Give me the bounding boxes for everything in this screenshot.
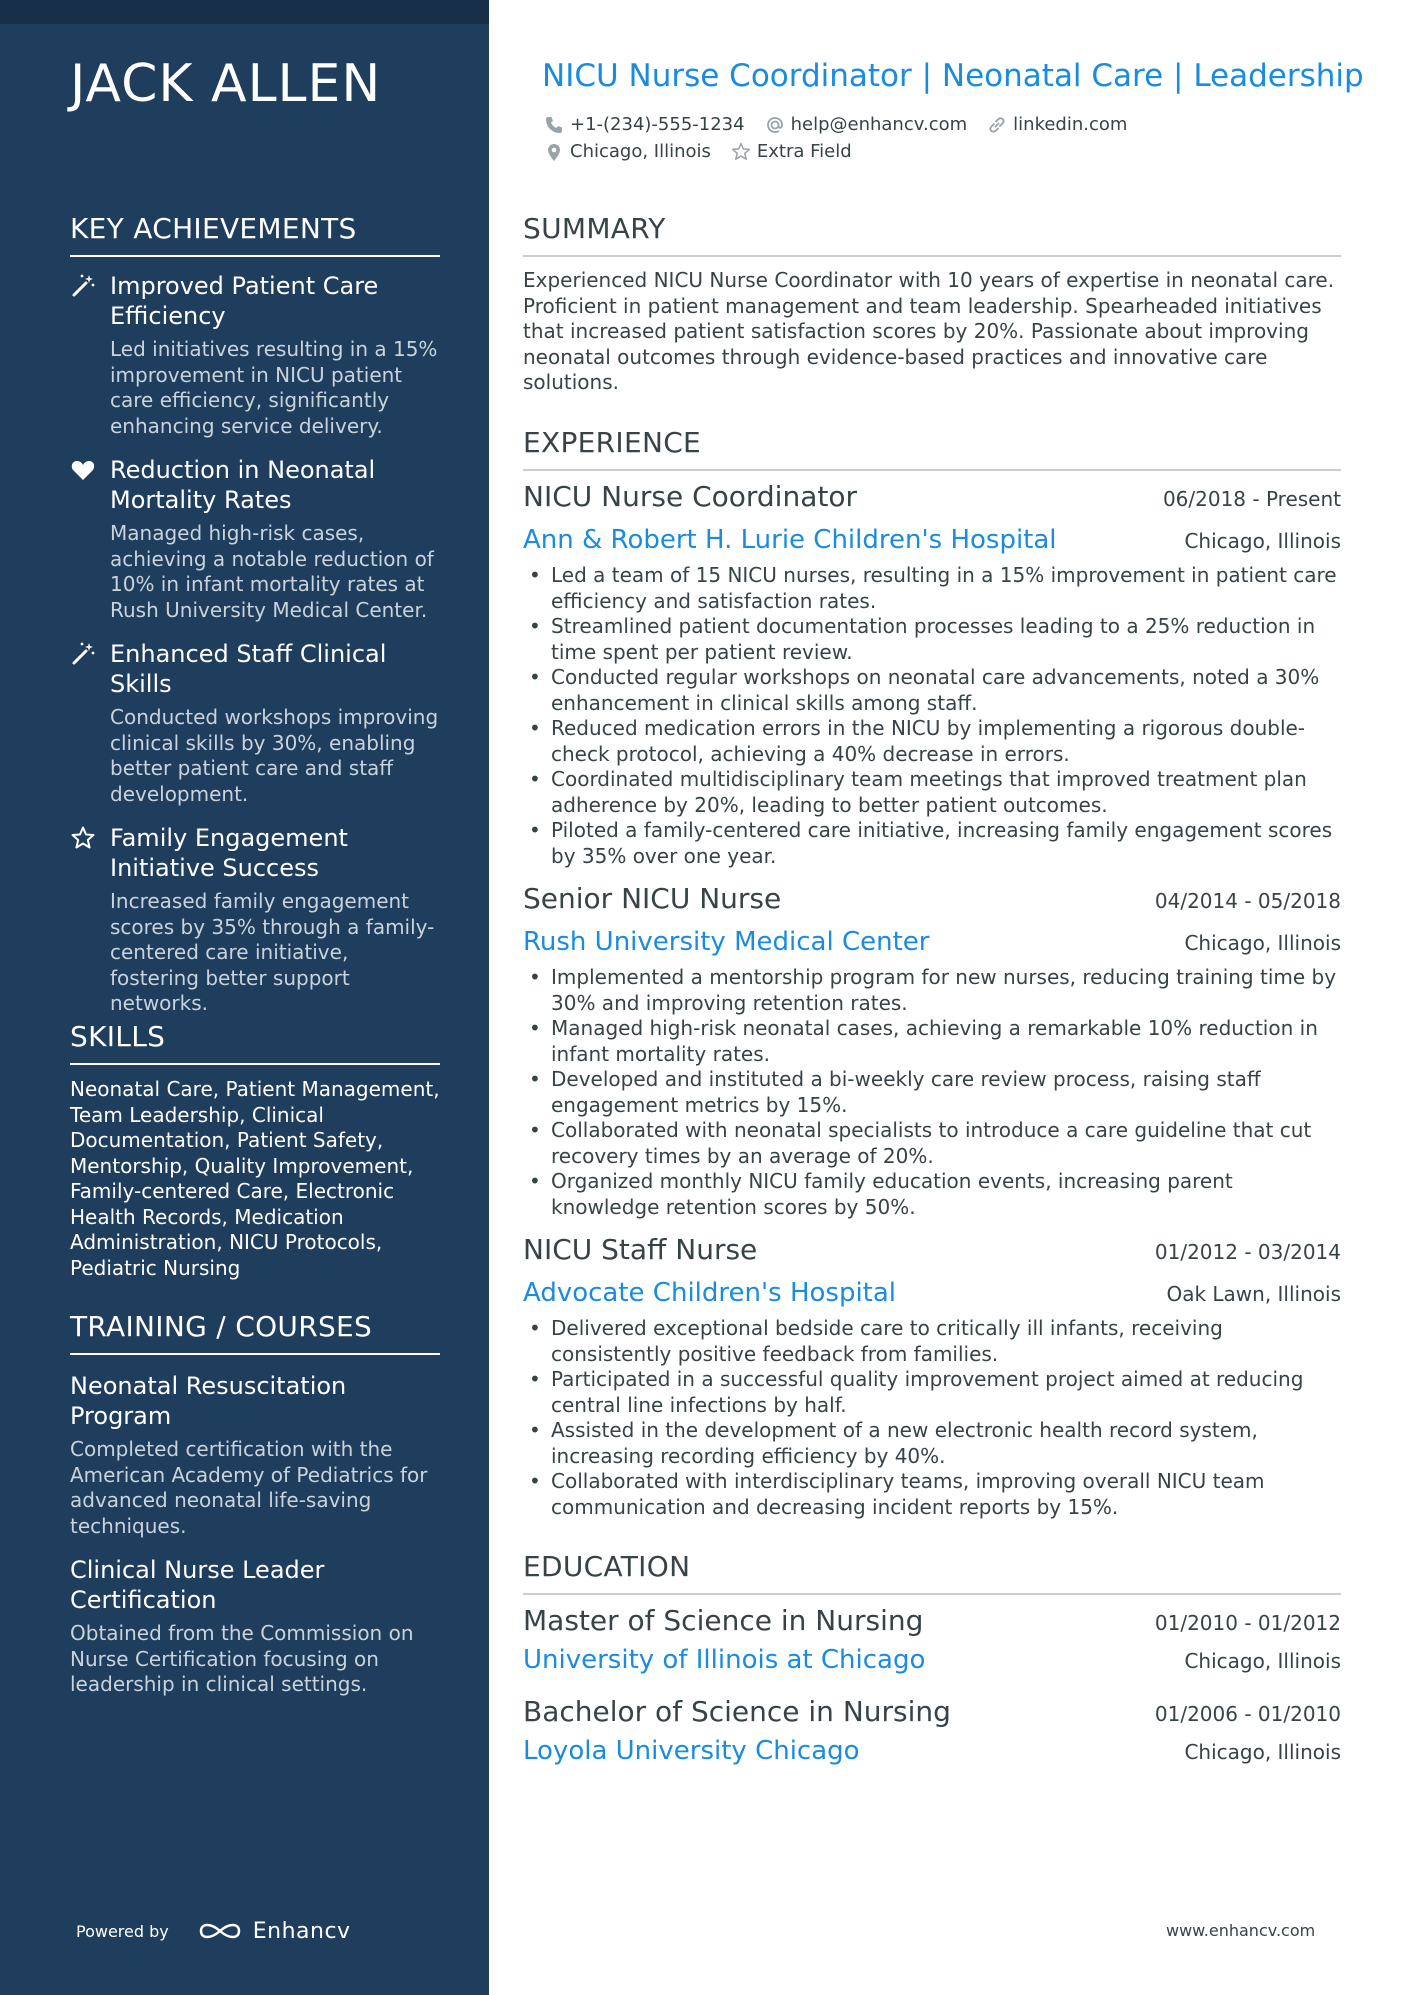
list-item: • Led a team of 15 NICU nurses, resulting in a 15% improvement in patient care efficiency and satisfaction rates.: [523, 563, 1341, 614]
job-company: Ann & Robert H. Lurie Children's Hospital: [523, 525, 1057, 555]
heart-icon: [70, 455, 110, 623]
job-entry: [523, 1233, 1341, 1520]
list-item: • Implemented a mentorship program for new nurses, reducing training time by 30% and improving retention rates.: [523, 965, 1341, 1016]
degree: Bachelor of Science in Nursing: [523, 1695, 951, 1728]
linkedin-text: linkedin.com: [1013, 114, 1128, 135]
education-entry: [523, 1604, 1341, 1675]
at-icon: [765, 115, 785, 135]
job-location: Oak Lawn, Illinois: [1166, 1282, 1341, 1306]
list-item: • Conducted regular workshops on neonatal care advancements, noted a 30% enhancement in clinical skills among staff.: [523, 665, 1341, 716]
achievement-title: Family Engagement Initiative Success: [110, 824, 348, 882]
list-item: • Organized monthly NICU family education events, increasing parent knowledge retention scores by 50%.: [523, 1169, 1341, 1220]
education-date: 01/2006 - 01/2010: [1154, 1702, 1341, 1726]
link-icon: [987, 115, 1007, 135]
list-item: • Delivered exceptional bedside care to critically ill infants, receiving consistently positive feedback from families.: [523, 1316, 1341, 1367]
education-location: Chicago, Illinois: [1184, 1740, 1341, 1764]
list-item: • Developed and instituted a bi-weekly care review process, raising staff engagement metrics by 15%.: [523, 1067, 1341, 1118]
training-title: TRAINING / COURSES: [70, 1310, 440, 1355]
achievement-desc: Managed high-risk cases, achieving a notable reduction of 10% in infant mortality rates at Rush University Medical Center.: [110, 521, 434, 622]
summary-text: Experienced NICU Nurse Coordinator with 10 years of expertise in neonatal care. Proficient in patient management and team leadership. Spearheaded initiatives that increased patient satisfaction scores by 20%. Passionate about improving neonatal outcomes through evidence-based practices and innovative care solutions.: [523, 268, 1335, 394]
achievement-item: [70, 271, 440, 439]
enhancv-brand: Enhancv: [252, 1918, 351, 1944]
education-location: Chicago, Illinois: [1184, 1649, 1341, 1673]
enhancv-logo-icon: [197, 1918, 243, 1944]
job-company: Rush University Medical Center: [523, 927, 930, 957]
job-bullets: [523, 563, 1341, 869]
list-item: • Collaborated with neonatal specialists to introduce a care guideline that cut recovery times by an average of 20%.: [523, 1118, 1341, 1169]
job-title: Senior NICU Nurse: [523, 882, 782, 915]
skills-section: [70, 1020, 440, 1281]
list-item: • Reduced medication errors in the NICU by implementing a rigorous double-check protocol, achieving a 40% decrease in errors.: [523, 716, 1341, 767]
achievement-item: [70, 823, 440, 1017]
star-outline-icon: [731, 142, 751, 162]
course-desc: Obtained from the Commission on Nurse Certification focusing on leadership in clinical settings.: [70, 1621, 414, 1696]
sidebar-top-bar: [0, 0, 489, 24]
list-item: • Coordinated multidisciplinary team meetings that improved treatment plan adherence by 20%, leading to better patient outcomes.: [523, 767, 1341, 818]
job-location: Chicago, Illinois: [1184, 931, 1341, 955]
training-section: [70, 1310, 440, 1698]
job-date: 06/2018 - Present: [1162, 487, 1341, 511]
achievement-desc: Increased family engagement scores by 35% through a family-centered care initiative, fostering better support networks.: [110, 889, 435, 1015]
enhancv-logo[interactable]: [197, 1918, 351, 1944]
magic-wand-icon: [70, 639, 110, 807]
sidebar: [0, 0, 489, 1995]
skills-title: SKILLS: [70, 1020, 440, 1065]
achievement-item: [70, 455, 440, 623]
achievement-title: Reduction in Neonatal Mortality Rates: [110, 456, 376, 514]
job-bullets: [523, 1316, 1341, 1520]
star-icon: [70, 823, 110, 1017]
list-item: • Streamlined patient documentation processes leading to a 25% reduction in time spent per patient review.: [523, 614, 1341, 665]
education-title: EDUCATION: [523, 1550, 1341, 1595]
candidate-name: JACK ALLEN: [70, 54, 382, 114]
job-title: NICU Staff Nurse: [523, 1233, 758, 1266]
achievement-title: Enhanced Staff Clinical Skills: [110, 640, 387, 698]
list-item: • Piloted a family-centered care initiative, increasing family engagement scores by 35% over one year.: [523, 818, 1341, 869]
job-title: NICU Nurse Coordinator: [523, 480, 857, 513]
list-item: • Managed high-risk neonatal cases, achieving a remarkable 10% reduction in infant mortality rates.: [523, 1016, 1341, 1067]
email-text: help@enhancv.com: [790, 114, 968, 135]
magic-wand-icon: [70, 271, 110, 439]
job-location: Chicago, Illinois: [1184, 529, 1341, 553]
job-entry: [523, 480, 1341, 869]
key-achievements-section: [70, 212, 440, 1017]
summary-title: SUMMARY: [523, 212, 1341, 257]
list-item: • Assisted in the development of a new electronic health record system, increasing recording efficiency by 40%.: [523, 1418, 1341, 1469]
list-item: • Collaborated with interdisciplinary teams, improving overall NICU team communication and decreasing incident reports by 15%.: [523, 1469, 1341, 1520]
list-item: • Participated in a successful quality improvement project aimed at reducing central line infections by half.: [523, 1367, 1341, 1418]
course-title: Neonatal Resuscitation Program: [70, 1372, 347, 1430]
course-item: [70, 1371, 440, 1539]
experience-title: EXPERIENCE: [523, 426, 1341, 471]
job-entry: [523, 882, 1341, 1220]
contact-email[interactable]: [765, 114, 968, 135]
contact-row-2: [544, 141, 872, 162]
headline: NICU Nurse Coordinator | Neonatal Care | Leadership: [542, 58, 1364, 94]
achievement-item: [70, 639, 440, 807]
contact-row-1: [544, 114, 1147, 135]
skills-list: Neonatal Care, Patient Management, Team Leadership, Clinical Documentation, Patient Safety, Mentorship, Quality Improvement, Family-centered Care, Electronic Health Records, Medication Administration, NICU Protocols, Pediatric Nursing: [70, 1077, 440, 1280]
education-date: 01/2010 - 01/2012: [1154, 1611, 1341, 1635]
location-text: Chicago, Illinois: [570, 141, 711, 162]
key-achievements-title: KEY ACHIEVEMENTS: [70, 212, 440, 257]
achievement-desc: Led initiatives resulting in a 15% improvement in NICU patient care efficiency, significantly enhancing service delivery.: [110, 337, 438, 438]
course-title: Clinical Nurse Leader Certification: [70, 1556, 325, 1614]
course-item: [70, 1555, 440, 1698]
job-company: Advocate Children's Hospital: [523, 1278, 897, 1308]
contact-phone[interactable]: [544, 114, 745, 135]
achievement-desc: Conducted workshops improving clinical skills by 30%, enabling better patient care and staff development.: [110, 705, 439, 806]
phone-text: +1-(234)-555-1234: [570, 114, 745, 135]
contact-extra: [731, 141, 852, 162]
powered-by-label: Powered by: [76, 1921, 169, 1941]
course-desc: Completed certification with the American Academy of Pediatrics for advanced neonatal life-saving techniques.: [70, 1437, 428, 1538]
job-date: 04/2014 - 05/2018: [1154, 889, 1341, 913]
school: University of Illinois at Chicago: [523, 1645, 926, 1675]
powered-by: [76, 1918, 351, 1944]
location-pin-icon: [544, 142, 564, 162]
education-entry: [523, 1695, 1341, 1766]
job-date: 01/2012 - 03/2014: [1154, 1240, 1341, 1264]
contact-location: [544, 141, 711, 162]
achievement-title: Improved Patient Care Efficiency: [110, 272, 379, 330]
contact-linkedin[interactable]: [987, 114, 1127, 135]
footer-url[interactable]: www.enhancv.com: [1166, 1921, 1316, 1940]
phone-icon: [544, 115, 564, 135]
extra-text: Extra Field: [756, 141, 852, 162]
job-bullets: [523, 965, 1341, 1220]
degree: Master of Science in Nursing: [523, 1604, 924, 1637]
school: Loyola University Chicago: [523, 1736, 860, 1766]
